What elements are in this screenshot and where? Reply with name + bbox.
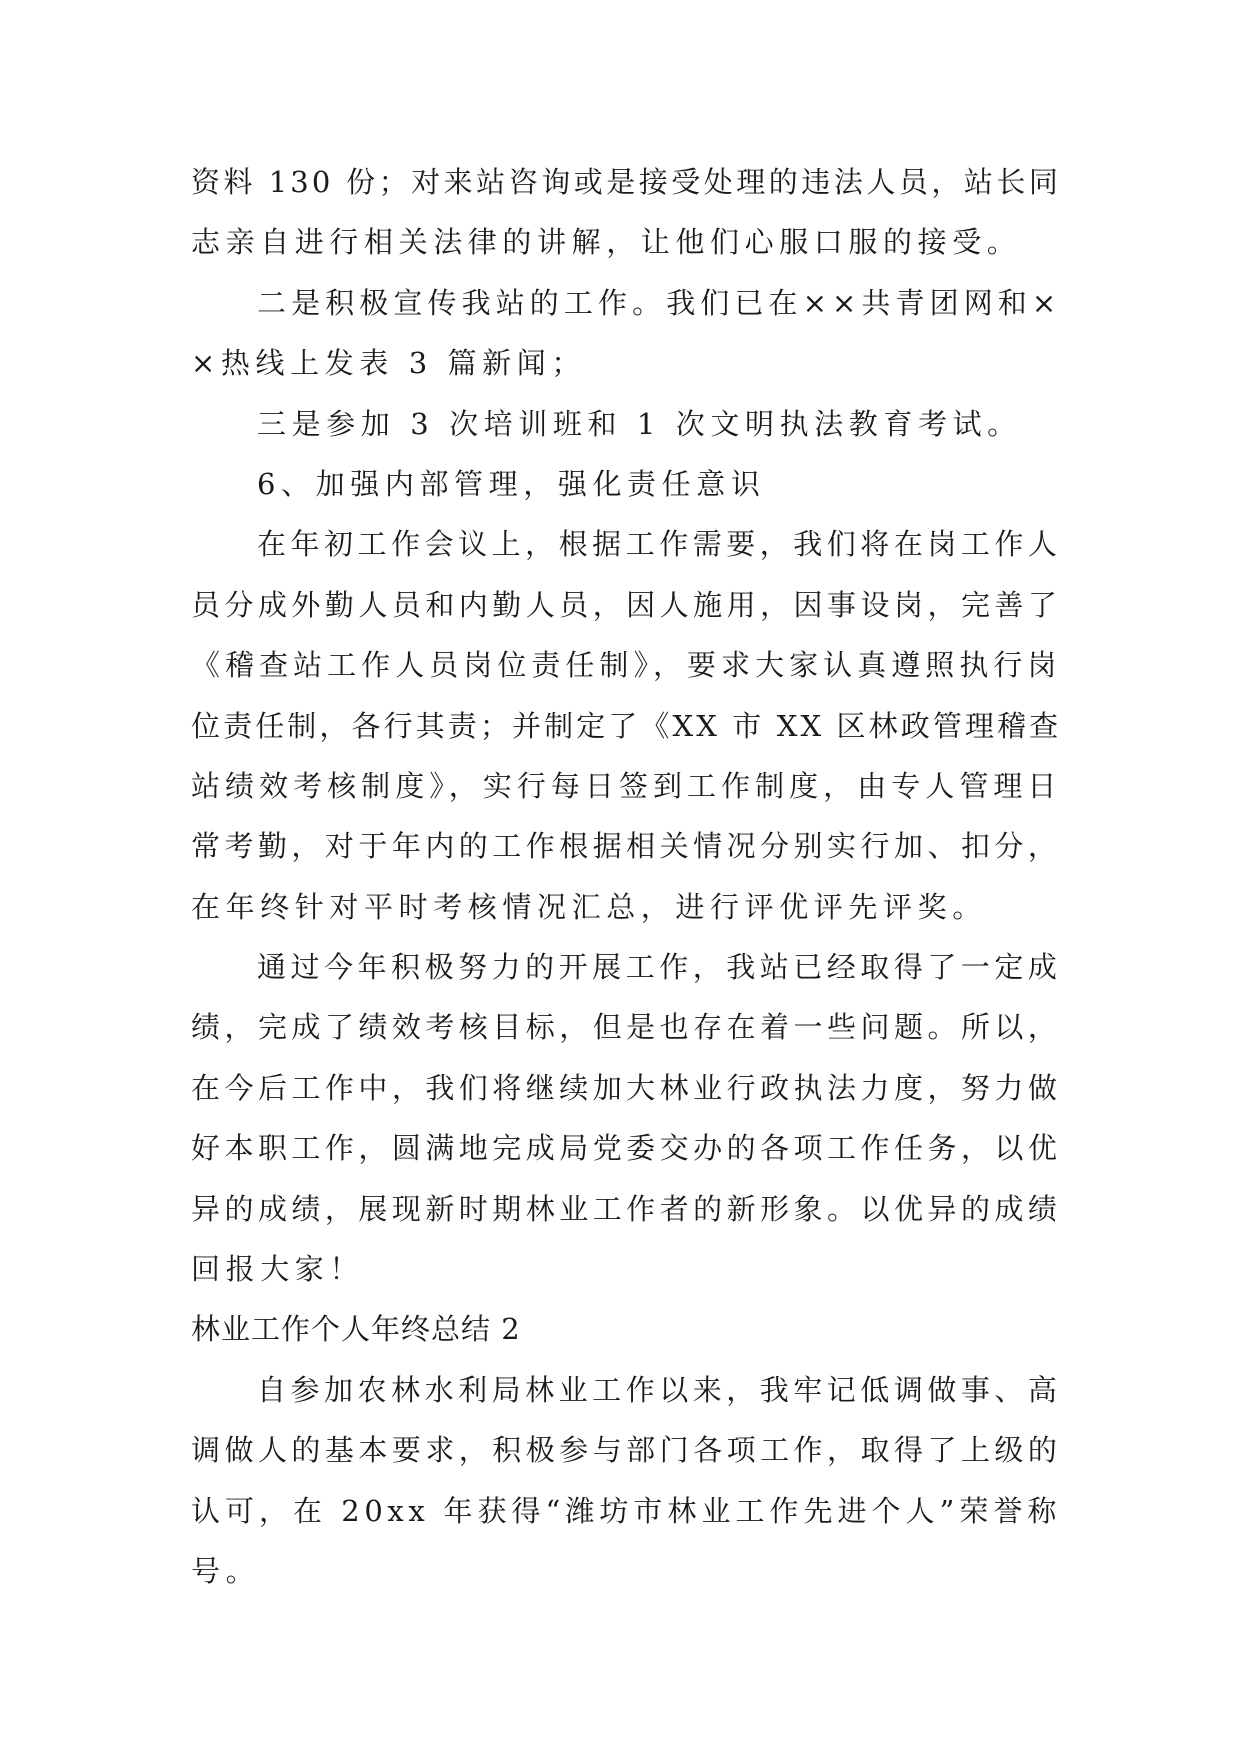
text-line: 通过今年积极努力的开展工作，我站已经取得了一定成 <box>257 950 1061 985</box>
text-line: 三是参加 3 次培训班和 1 次文明执法教育考试。 <box>257 406 1022 441</box>
text-line: 回报大家！ <box>191 1252 365 1287</box>
text-line: 认可，在 20xx 年获得“潍坊市林业工作先进个人”荣誉称 <box>191 1493 1061 1528</box>
text-line: 站绩效考核制度》，实行每日签到工作制度，由专人管理日 <box>191 768 1061 803</box>
text-line: ×热线上发表 3 篇新闻； <box>191 346 586 381</box>
section-heading: 6、加强内部管理，强化责任意识 <box>257 466 766 501</box>
text-line: 调做人的基本要求，积极参与部门各项工作，取得了上级的 <box>191 1433 1061 1468</box>
text-line: 资料 130 份；对来站咨询或是接受处理的违法人员，站长同 <box>191 165 1061 199</box>
text-line: 常考勤，对于年内的工作根据相关情况分别实行加、扣分， <box>191 829 1061 864</box>
text-line: 二是积极宣传我站的工作。我们已在××共青团网和× <box>257 285 1062 320</box>
text-line: 自参加农林水利局林业工作以来，我牢记低调做事、高 <box>257 1372 1061 1407</box>
text-line: 在今后工作中，我们将继续加大林业行政执法力度，努力做 <box>191 1070 1061 1105</box>
text-line: 异的成绩，展现新时期林业工作者的新形象。以优异的成绩 <box>191 1191 1061 1226</box>
text-line: 绩，完成了绩效考核目标，但是也存在着一些问题。所以， <box>191 1010 1061 1045</box>
text-line: 《稽查站工作人员岗位责任制》，要求大家认真遵照执行岗 <box>191 648 1061 683</box>
text-line: 员分成外勤人员和内勤人员，因人施用，因事设岗，完善了 <box>191 587 1061 622</box>
text-line: 在年终针对平时考核情况汇总，进行评优评先评奖。 <box>191 889 987 924</box>
document-body <box>191 152 1061 1601</box>
text-line: 号。 <box>191 1553 261 1588</box>
section-title: 林业工作个人年终总结 2 <box>191 1312 521 1347</box>
text-line: 志亲自进行相关法律的讲解，让他们心服口服的接受。 <box>191 225 1022 260</box>
text-line: 好本职工作，圆满地完成局党委交办的各项工作任务，以优 <box>191 1131 1061 1166</box>
text-line: 位责任制，各行其责；并制定了《XX 市 XX 区林政管理稽查 <box>191 708 1062 743</box>
text-line: 在年初工作会议上，根据工作需要，我们将在岗工作人 <box>257 527 1061 562</box>
